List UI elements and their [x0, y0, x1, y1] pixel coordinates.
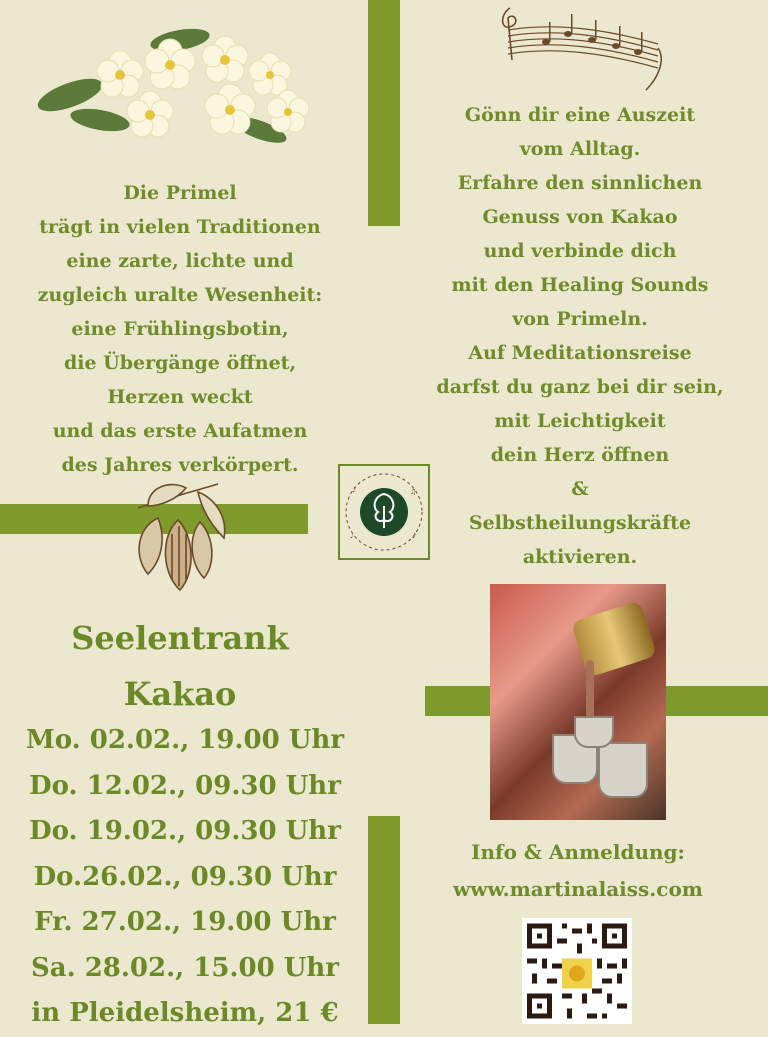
description-line: darfst du ganz bei dir sein, — [436, 376, 724, 398]
event-title — [20, 610, 340, 722]
info-label: Info & Anmeldung: — [471, 840, 685, 864]
tree-logo — [338, 464, 430, 560]
intro-line: zugleich uralte Wesenheit: — [37, 284, 323, 306]
info-block — [438, 834, 718, 908]
svg-text:♪: ♪ — [412, 532, 417, 540]
divider-bar-bottom-center — [368, 816, 400, 1024]
description-line: und verbinde dich — [483, 240, 677, 262]
cup — [598, 742, 648, 798]
primrose-flowers-icon — [30, 20, 330, 150]
description-line: vom Alltag. — [519, 138, 641, 160]
website-link[interactable]: www.martinalaiss.com — [453, 877, 703, 901]
description-line: & — [571, 478, 589, 500]
qr-code-icon — [522, 918, 632, 1024]
description-line: mit den Healing Sounds — [451, 274, 709, 296]
description-line: aktivieren. — [522, 546, 638, 568]
description-line: von Primeln. — [512, 308, 648, 330]
intro-line: die Übergänge öffnet, — [63, 352, 297, 374]
svg-text:♩: ♩ — [350, 532, 354, 540]
event-dates — [20, 718, 350, 1037]
intro-line: Herzen weckt — [107, 386, 253, 408]
cacao-branch-icon — [128, 478, 238, 596]
event-date: Fr. 27.02., 19.00 Uhr — [34, 907, 336, 937]
pouring-jug — [571, 600, 657, 677]
event-date: Mo. 02.02., 19.00 Uhr — [25, 725, 345, 755]
intro-line: eine zarte, lichte und — [66, 250, 294, 272]
cacao-pouring-photo — [490, 584, 666, 820]
intro-line: des Jahres verkörpert. — [61, 454, 299, 476]
description-line: Erfahre den sinnlichen — [457, 172, 703, 194]
music-notes-icon — [488, 0, 668, 95]
description-line: Selbstheilungskräfte — [468, 512, 692, 534]
event-date: Do. 19.02., 09.30 Uhr — [29, 816, 341, 846]
description-line: dein Herz öffnen — [490, 444, 670, 466]
description-line: Genuss von Kakao — [482, 206, 678, 228]
svg-text:♫: ♫ — [410, 488, 417, 496]
tree-logo-icon — [340, 466, 428, 558]
primel-description — [30, 176, 330, 482]
event-date: Sa. 28.02., 15.00 Uhr — [30, 952, 340, 983]
divider-bar-top-center — [368, 0, 400, 226]
qr-code[interactable] — [522, 918, 632, 1024]
description-line: Auf Meditationsreise — [468, 342, 692, 364]
svg-text:♪: ♪ — [352, 486, 357, 494]
event-date: Do.26.02., 09.30 Uhr — [33, 861, 337, 892]
description-line: Gönn dir eine Auszeit — [464, 104, 696, 126]
event-title-line2: Kakao — [123, 675, 237, 713]
event-description — [430, 98, 730, 574]
intro-line: Die Primel — [123, 182, 237, 204]
intro-line: trägt in vielen Traditionen — [39, 216, 321, 238]
event-date: in Pleidelsheim, 21 € — [31, 998, 339, 1028]
event-date: Do. 12.02., 09.30 Uhr — [29, 770, 341, 801]
cup — [574, 716, 614, 748]
intro-line: eine Frühlingsbotin, — [71, 318, 289, 340]
intro-line: und das erste Aufatmen — [52, 420, 308, 442]
event-title-line1: Seelentrank — [71, 619, 289, 657]
description-line: mit Leichtigkeit — [494, 410, 666, 432]
